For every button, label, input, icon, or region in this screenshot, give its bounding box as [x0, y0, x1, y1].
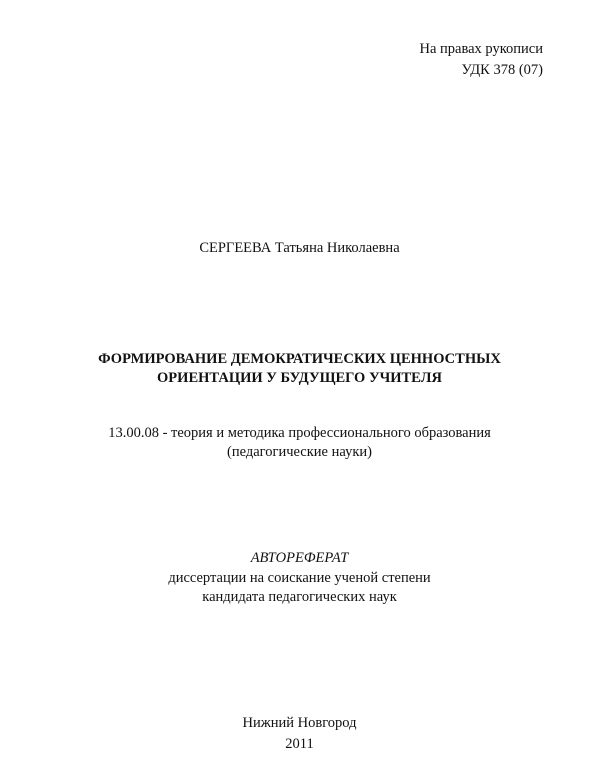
specialty-line-2: (педагогические науки) [227, 444, 372, 460]
year: 2011 [285, 736, 314, 752]
title-line-1: ФОРМИРОВАНИЕ ДЕМОКРАТИЧЕСКИХ ЦЕННОСТНЫХ [98, 351, 501, 367]
city: Нижний Новгород [242, 715, 357, 731]
author-name: СЕРГЕЕВА Татьяна Николаевна [199, 240, 400, 256]
rights-notice: На правах рукописи [419, 41, 543, 57]
abstract-heading: АВТОРЕФЕРАТ [250, 550, 349, 566]
title-line-2: ОРИЕНТАЦИИ У БУДУЩЕГО УЧИТЕЛЯ [157, 370, 442, 386]
udk-code: УДК 378 (07) [461, 62, 543, 78]
abstract-line-2: кандидата педагогических наук [202, 589, 397, 605]
specialty-line-1: 13.00.08 - теория и методика профессионального образования [108, 425, 491, 441]
abstract-line-1: диссертации на соискание ученой степени [168, 570, 431, 586]
